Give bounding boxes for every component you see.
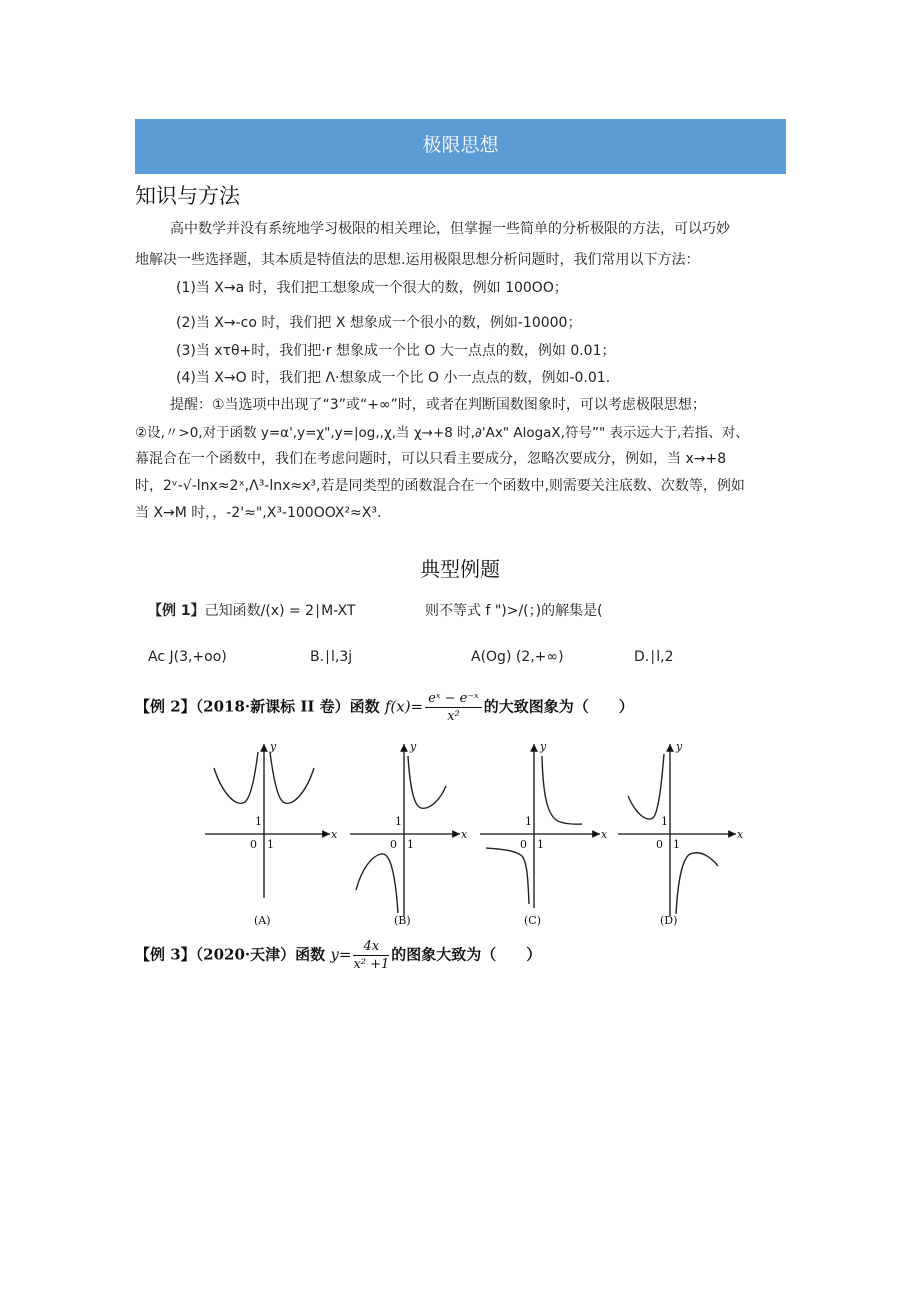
method-4: (4)当 X→O 时，我们把 Λ·想象成一个比 O 小一点点的数，例如-0.01. <box>176 370 611 386</box>
example-1-option-b: B.∣l,3j <box>310 649 353 665</box>
example-1-option-d: D.∣l,2 <box>634 649 674 665</box>
svg-text:1: 1 <box>255 815 262 828</box>
example-2-denominator: x² <box>447 709 460 724</box>
example-1-label: 【例 1】 <box>148 603 205 619</box>
svg-text:1: 1 <box>673 838 680 851</box>
intro-line-2: 地解决一些选择题，其本质是特值法的思想.运用极限思想分析问题时，我们常用以下方法： <box>135 252 700 268</box>
example-3-stem <box>135 938 541 973</box>
example-3-label: 【例 3】 <box>135 945 196 964</box>
intro-line-1: 高中数学并没有系统地学习极限的相关理论，但掌握一些简单的分析极限的方法，可以巧妙 <box>170 221 730 237</box>
example-1-stem <box>148 600 355 620</box>
example-3-y: y= <box>330 945 352 964</box>
graph-a <box>205 740 338 927</box>
svg-text:0: 0 <box>250 838 257 851</box>
svg-text:(B): (B) <box>394 914 411 927</box>
svg-text:(D): (D) <box>660 914 678 927</box>
method-2: (2)当 X→-co 时，我们把 X 想象成一个很小的数，例如-10000； <box>176 315 582 331</box>
svg-text:0: 0 <box>656 838 663 851</box>
method-1: (1)当 X→a 时，我们把工想象成一个很大的数，例如 100OO； <box>176 280 568 296</box>
example-2-source: （2018·新课标 II 卷）函数 <box>195 697 380 716</box>
example-2-fraction <box>425 690 482 725</box>
svg-text:1: 1 <box>267 838 274 851</box>
svg-text:0: 0 <box>390 838 397 851</box>
graph-d <box>618 740 744 927</box>
svg-text:(A): (A) <box>254 914 271 927</box>
example-2-stem <box>135 690 634 725</box>
example-2-label: 【例 2】 <box>135 697 196 716</box>
example-2-numerator: eˣ − e⁻ˣ <box>425 690 482 708</box>
example-2-tail: 的大致图象为（ ） <box>483 697 634 716</box>
svg-text:(C): (C) <box>524 914 541 927</box>
example-3-denominator: x² +1 <box>353 957 390 972</box>
svg-text:y: y <box>410 740 417 753</box>
svg-text:1: 1 <box>407 838 414 851</box>
example-1-option-a: Ac J(3,+oo) <box>148 649 227 665</box>
svg-text:x: x <box>331 828 338 841</box>
example-3-tail: 的图象大致为（ ） <box>391 945 542 964</box>
svg-text:y: y <box>270 740 277 753</box>
svg-text:0: 0 <box>520 838 527 851</box>
svg-text:x: x <box>737 828 744 841</box>
svg-text:1: 1 <box>525 815 532 828</box>
typical-examples-heading: 典型例题 <box>420 557 500 581</box>
reminder-line-2: ②设,〃>0,对于函数 y=α',y=χ",y=|og,,χ,当 χ→+8 时,∂'Ax" AlogaX,符号”" 表示远大于,若指、对、 <box>135 425 749 441</box>
graph-c <box>480 740 608 927</box>
svg-text:x: x <box>461 828 468 841</box>
example-1-stem-2: 则不等式 f ")>/(；)的解集是( <box>425 603 603 619</box>
example-1-text: 己知函数/(x) = 2∣M-XT <box>204 603 356 619</box>
svg-text:1: 1 <box>661 815 668 828</box>
graph-b <box>350 740 468 927</box>
svg-text:y: y <box>540 740 547 753</box>
example-3-source: （2020·天津）函数 <box>195 945 326 964</box>
svg-text:y: y <box>676 740 683 753</box>
reminder-line-3: 幕混合在一个函数中，我们在考虑问题时，可以只看主要成分，忽略次要成分，例如，当 x→+8 <box>135 451 727 467</box>
svg-text:x: x <box>601 828 608 841</box>
example-2-fx: f(x)= <box>384 697 424 716</box>
svg-text:1: 1 <box>537 838 544 851</box>
svg-text:1: 1 <box>395 815 402 828</box>
title-banner: 极限思想 <box>135 119 786 174</box>
example-3-fraction <box>353 938 389 973</box>
example-3-numerator: 4x <box>353 938 389 956</box>
reminder-line-1: 提醒：①当选项中出现了“3”或“+∞”时，或者在判断国数图象时，可以考虑极限思想； <box>170 397 706 413</box>
method-3: (3)当 xτθ+时，我们把·r 想象成一个比 O 大一点点的数，例如 0.01； <box>176 343 616 359</box>
section-heading: 知识与方法 <box>135 184 240 208</box>
reminder-line-4: 时，2ᵛ-√-lnx≈2ˣ,Λ³-lnx≈x³,若是同类型的函数混合在一个函数中,则需要关注底数、次数等，例如 <box>135 478 745 494</box>
example-1-option-c: A(Og) (2,+∞) <box>471 649 564 665</box>
example-2-graphs <box>0 738 920 968</box>
reminder-line-5: 当 X→M 时，，-2'≈",X³-100OOX²≈X³. <box>135 505 382 521</box>
